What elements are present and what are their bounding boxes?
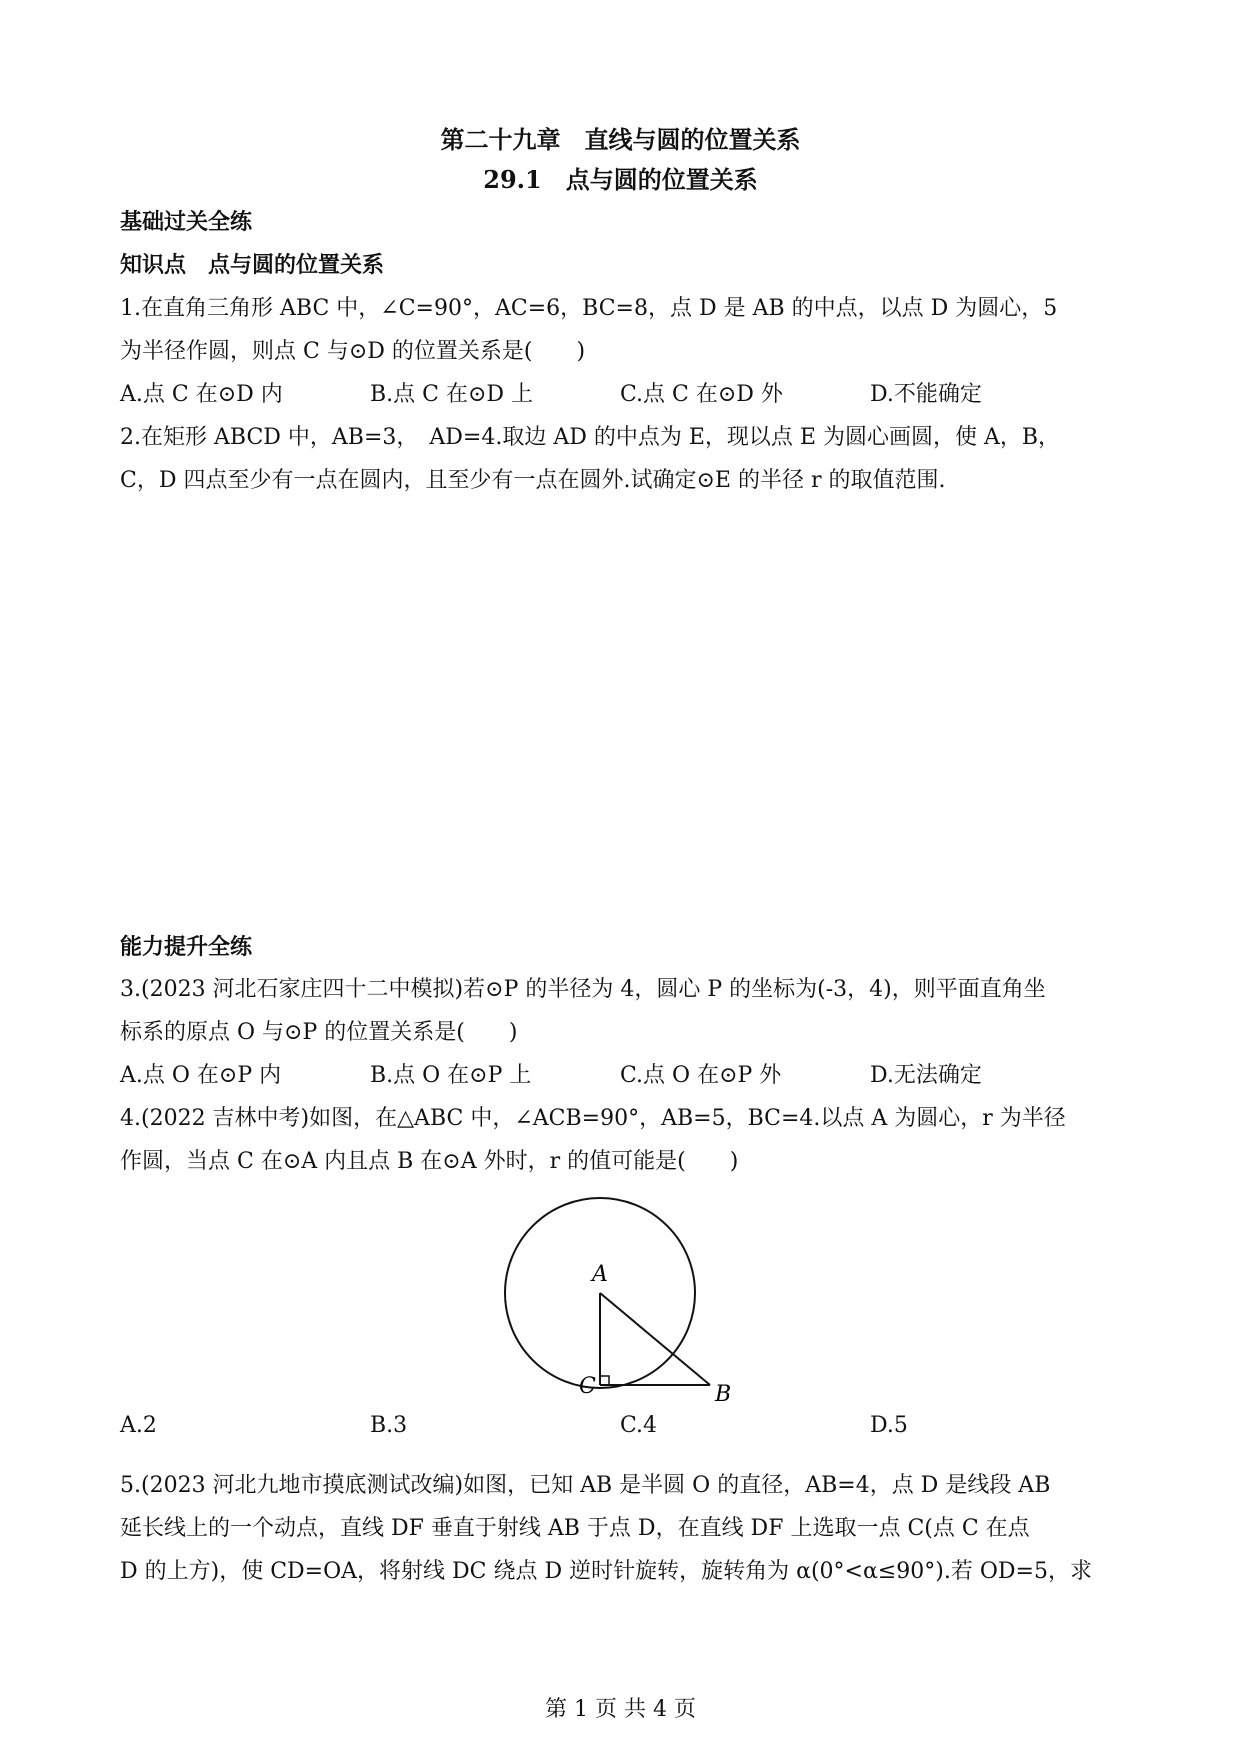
- q4-option-c: C.4: [620, 1413, 658, 1438]
- right-angle-mark: [600, 1376, 609, 1385]
- q2-line2: C，D 四点至少有一点在圆内，且至少有一点在圆外.试确定⊙E 的半径 r 的取值范围.: [120, 468, 946, 493]
- knowledge-point-heading: 知识点 点与圆的位置关系: [120, 252, 385, 278]
- q5-line3: D 的上方)，使 CD=OA，将射线 DC 绕点 D 逆时针旋转，旋转角为 α(0°<α≤90°).若 OD=5，求: [120, 1559, 1092, 1584]
- q4-option-d: D.5: [870, 1413, 908, 1438]
- q4-line2: 作圆，当点 C 在⊙A 内且点 B 在⊙A 外时，r 的值可能是( ): [120, 1149, 739, 1174]
- q3-option-c: C.点 O 在⊙P 外: [620, 1063, 782, 1088]
- chapter-title: 第二十九章 直线与圆的位置关系: [440, 125, 801, 154]
- q1-option-a: A.点 C 在⊙D 内: [120, 382, 283, 407]
- q1-option-b: B.点 C 在⊙D 上: [370, 382, 534, 407]
- q1-line1: 1.在直角三角形 ABC 中，∠C=90°，AC=6，BC=8，点 D 是 AB 的中点，以点 D 为圆心，5: [120, 296, 1058, 321]
- q3-line1: 3.(2023 河北石家庄四十二中模拟)若⊙P 的半径为 4，圆心 P 的坐标为(-3，4)，则平面直角坐: [120, 977, 1046, 1002]
- q3-option-a: A.点 O 在⊙P 内: [120, 1063, 282, 1088]
- part1-heading: 基础过关全练: [120, 209, 253, 235]
- q1-line2: 为半径作圆，则点 C 与⊙D 的位置关系是( ): [120, 339, 586, 364]
- q4-option-b: B.3: [370, 1413, 408, 1438]
- label-c: C: [579, 1374, 596, 1399]
- q3-option-d: D.无法确定: [870, 1063, 982, 1088]
- label-b: B: [715, 1382, 732, 1407]
- q4-option-a: A.2: [120, 1413, 157, 1438]
- q1-option-c: C.点 C 在⊙D 外: [620, 382, 783, 407]
- part2-heading: 能力提升全练: [120, 934, 253, 960]
- section-title: 29.1 点与圆的位置关系: [483, 165, 758, 194]
- q5-line1: 5.(2023 河北九地市摸底测试改编)如图，已知 AB 是半圆 O 的直径，AB=4，点 D 是线段 AB: [120, 1473, 1051, 1498]
- label-a: A: [592, 1262, 608, 1287]
- q3-line2: 标系的原点 O 与⊙P 的位置关系是( ): [120, 1020, 518, 1045]
- q2-line1: 2.在矩形 ABCD 中，AB=3， AD=4.取边 AD 的中点为 E，现以点 E 为圆心画圆，使 A，B，: [120, 425, 1061, 450]
- q4-figure: [495, 1195, 750, 1415]
- q5-line2: 延长线上的一个动点，直线 DF 垂直于射线 AB 于点 D，在直线 DF 上选取一点 C(点 C 在点: [120, 1516, 1030, 1541]
- q1-option-d: D.不能确定: [870, 382, 982, 407]
- q3-option-b: B.点 O 在⊙P 上: [370, 1063, 532, 1088]
- page-footer: 第 1 页 共 4 页: [545, 1697, 696, 1722]
- q4-line1: 4.(2022 吉林中考)如图，在△ABC 中，∠ACB=90°，AB=5，BC=4.以点 A 为圆心，r 为半径: [120, 1106, 1066, 1131]
